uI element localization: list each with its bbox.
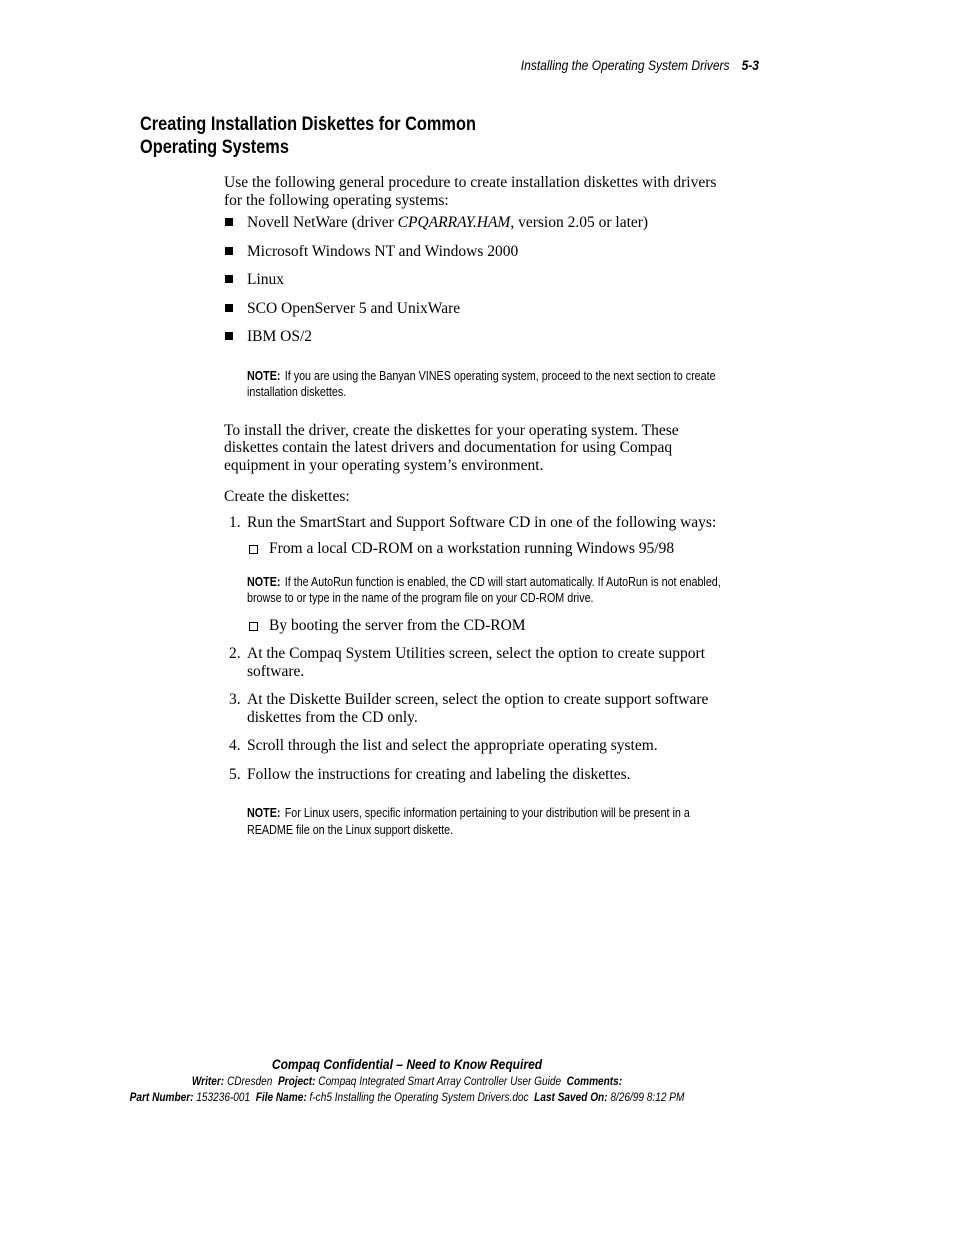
sub-list	[247, 617, 724, 635]
step-text: At the Diskette Builder screen, select the option to create support software diskettes from the CD only.	[247, 691, 709, 726]
comments-label: Comments:	[566, 1074, 623, 1088]
note-autorun	[247, 574, 729, 607]
bullet-square-icon	[225, 332, 233, 340]
note-label: NOTE:	[247, 806, 281, 820]
project-label: Project:	[277, 1074, 316, 1088]
bullet-square-icon	[225, 247, 233, 255]
step-item	[224, 737, 724, 755]
list-item-text: Microsoft Windows NT and Windows 2000	[247, 242, 519, 260]
sub-item-text: From a local CD-ROM on a workstation running Windows 95/98	[269, 540, 675, 557]
footer-meta-line2	[65, 1089, 749, 1105]
note-linux	[247, 805, 729, 838]
last-saved-value: 8/26/99 8:12 PM	[610, 1090, 685, 1104]
sub-item-text: By booting the server from the CD-ROM	[269, 616, 526, 634]
file-name-label: File Name:	[255, 1090, 307, 1104]
sub-list	[247, 540, 724, 558]
note-label: NOTE:	[247, 368, 281, 383]
hollow-square-icon	[249, 545, 258, 554]
step-number: 4.	[229, 737, 241, 754]
driver-filename: CPQARRAY.HAM	[397, 214, 511, 231]
list-item-text: , version 2.05 or later)	[510, 214, 649, 231]
os-list	[224, 214, 724, 346]
step-text: Scroll through the list and select the appropriate operating system.	[247, 737, 658, 754]
step-text: At the Compaq System Utilities screen, select the option to create support software.	[247, 645, 706, 680]
writer-value: CDresden	[226, 1074, 273, 1088]
list-item-text: Linux	[247, 271, 285, 288]
confidential-notice: Compaq Confidential – Need to Know Required	[271, 1056, 543, 1072]
note-label: NOTE:	[247, 574, 281, 589]
page-number: 5-3	[741, 57, 759, 73]
install-paragraph: To install the driver, create the diskettes for your operating system. These diskettes contain the latest drivers and documentation for using Compaq equipment in your operating system’s environment.	[224, 421, 679, 474]
step-item	[224, 514, 724, 635]
section-title-line2: Operating Systems	[140, 137, 289, 158]
note-text: If you are using the Banyan VINES operating system, proceed to the next section to create installation diskettes.	[247, 368, 716, 399]
list-item	[224, 243, 724, 261]
file-name-value: f-ch5 Installing the Operating System Drivers.doc	[309, 1090, 529, 1104]
note-banyan	[247, 368, 729, 401]
list-item	[224, 271, 724, 289]
steps-list	[224, 514, 724, 784]
part-number-label: Part Number:	[129, 1090, 194, 1104]
page-footer	[0, 1055, 814, 1105]
sub-item	[247, 617, 724, 635]
step-item	[224, 766, 724, 784]
note-text: If the AutoRun function is enabled, the CD will start automatically. If AutoRun is not enabled, browse to or type in the name of the program file on your CD-ROM drive.	[247, 574, 721, 605]
part-number-value: 153236-001	[196, 1090, 251, 1104]
list-item	[224, 300, 724, 318]
last-saved-label: Last Saved On:	[534, 1090, 608, 1104]
create-paragraph: Create the diskettes:	[224, 488, 350, 505]
step-item	[224, 645, 724, 680]
list-item	[224, 214, 724, 232]
step-text: Follow the instructions for creating and labeling the diskettes.	[247, 765, 631, 783]
list-item	[224, 328, 724, 346]
bullet-square-icon	[225, 304, 233, 312]
note-text: For Linux users, specific information pertaining to your distribution will be present in a README file on the Linux support diskette.	[247, 806, 690, 837]
writer-label: Writer:	[191, 1074, 225, 1088]
bullet-square-icon	[225, 218, 233, 226]
step-number: 1.	[229, 513, 241, 531]
step-item	[224, 691, 724, 726]
list-item-text: SCO OpenServer 5 and UnixWare	[247, 299, 461, 317]
list-item-text: Novell NetWare (driver	[247, 214, 398, 231]
chapter-title: Installing the Operating System Drivers	[520, 57, 730, 73]
section-title-line1: Creating Installation Diskettes for Common	[140, 114, 476, 135]
step-number: 2.	[229, 645, 241, 662]
footer-meta-line1	[65, 1073, 749, 1089]
bullet-square-icon	[225, 275, 233, 283]
step-text: Run the SmartStart and Support Software CD in one of the following ways:	[247, 513, 717, 531]
sub-item	[247, 540, 724, 558]
project-value: Compaq Integrated Smart Array Controller User Guide	[318, 1074, 562, 1088]
step-number: 3.	[229, 691, 241, 708]
running-header	[106, 57, 759, 73]
intro-paragraph: Use the following general procedure to create installation diskettes with drivers for the following operating systems:	[224, 174, 717, 209]
list-item-text: IBM OS/2	[247, 328, 313, 345]
section-title	[140, 113, 622, 159]
step-number: 5.	[229, 765, 241, 783]
hollow-square-icon	[249, 622, 258, 631]
body-column	[224, 174, 724, 838]
